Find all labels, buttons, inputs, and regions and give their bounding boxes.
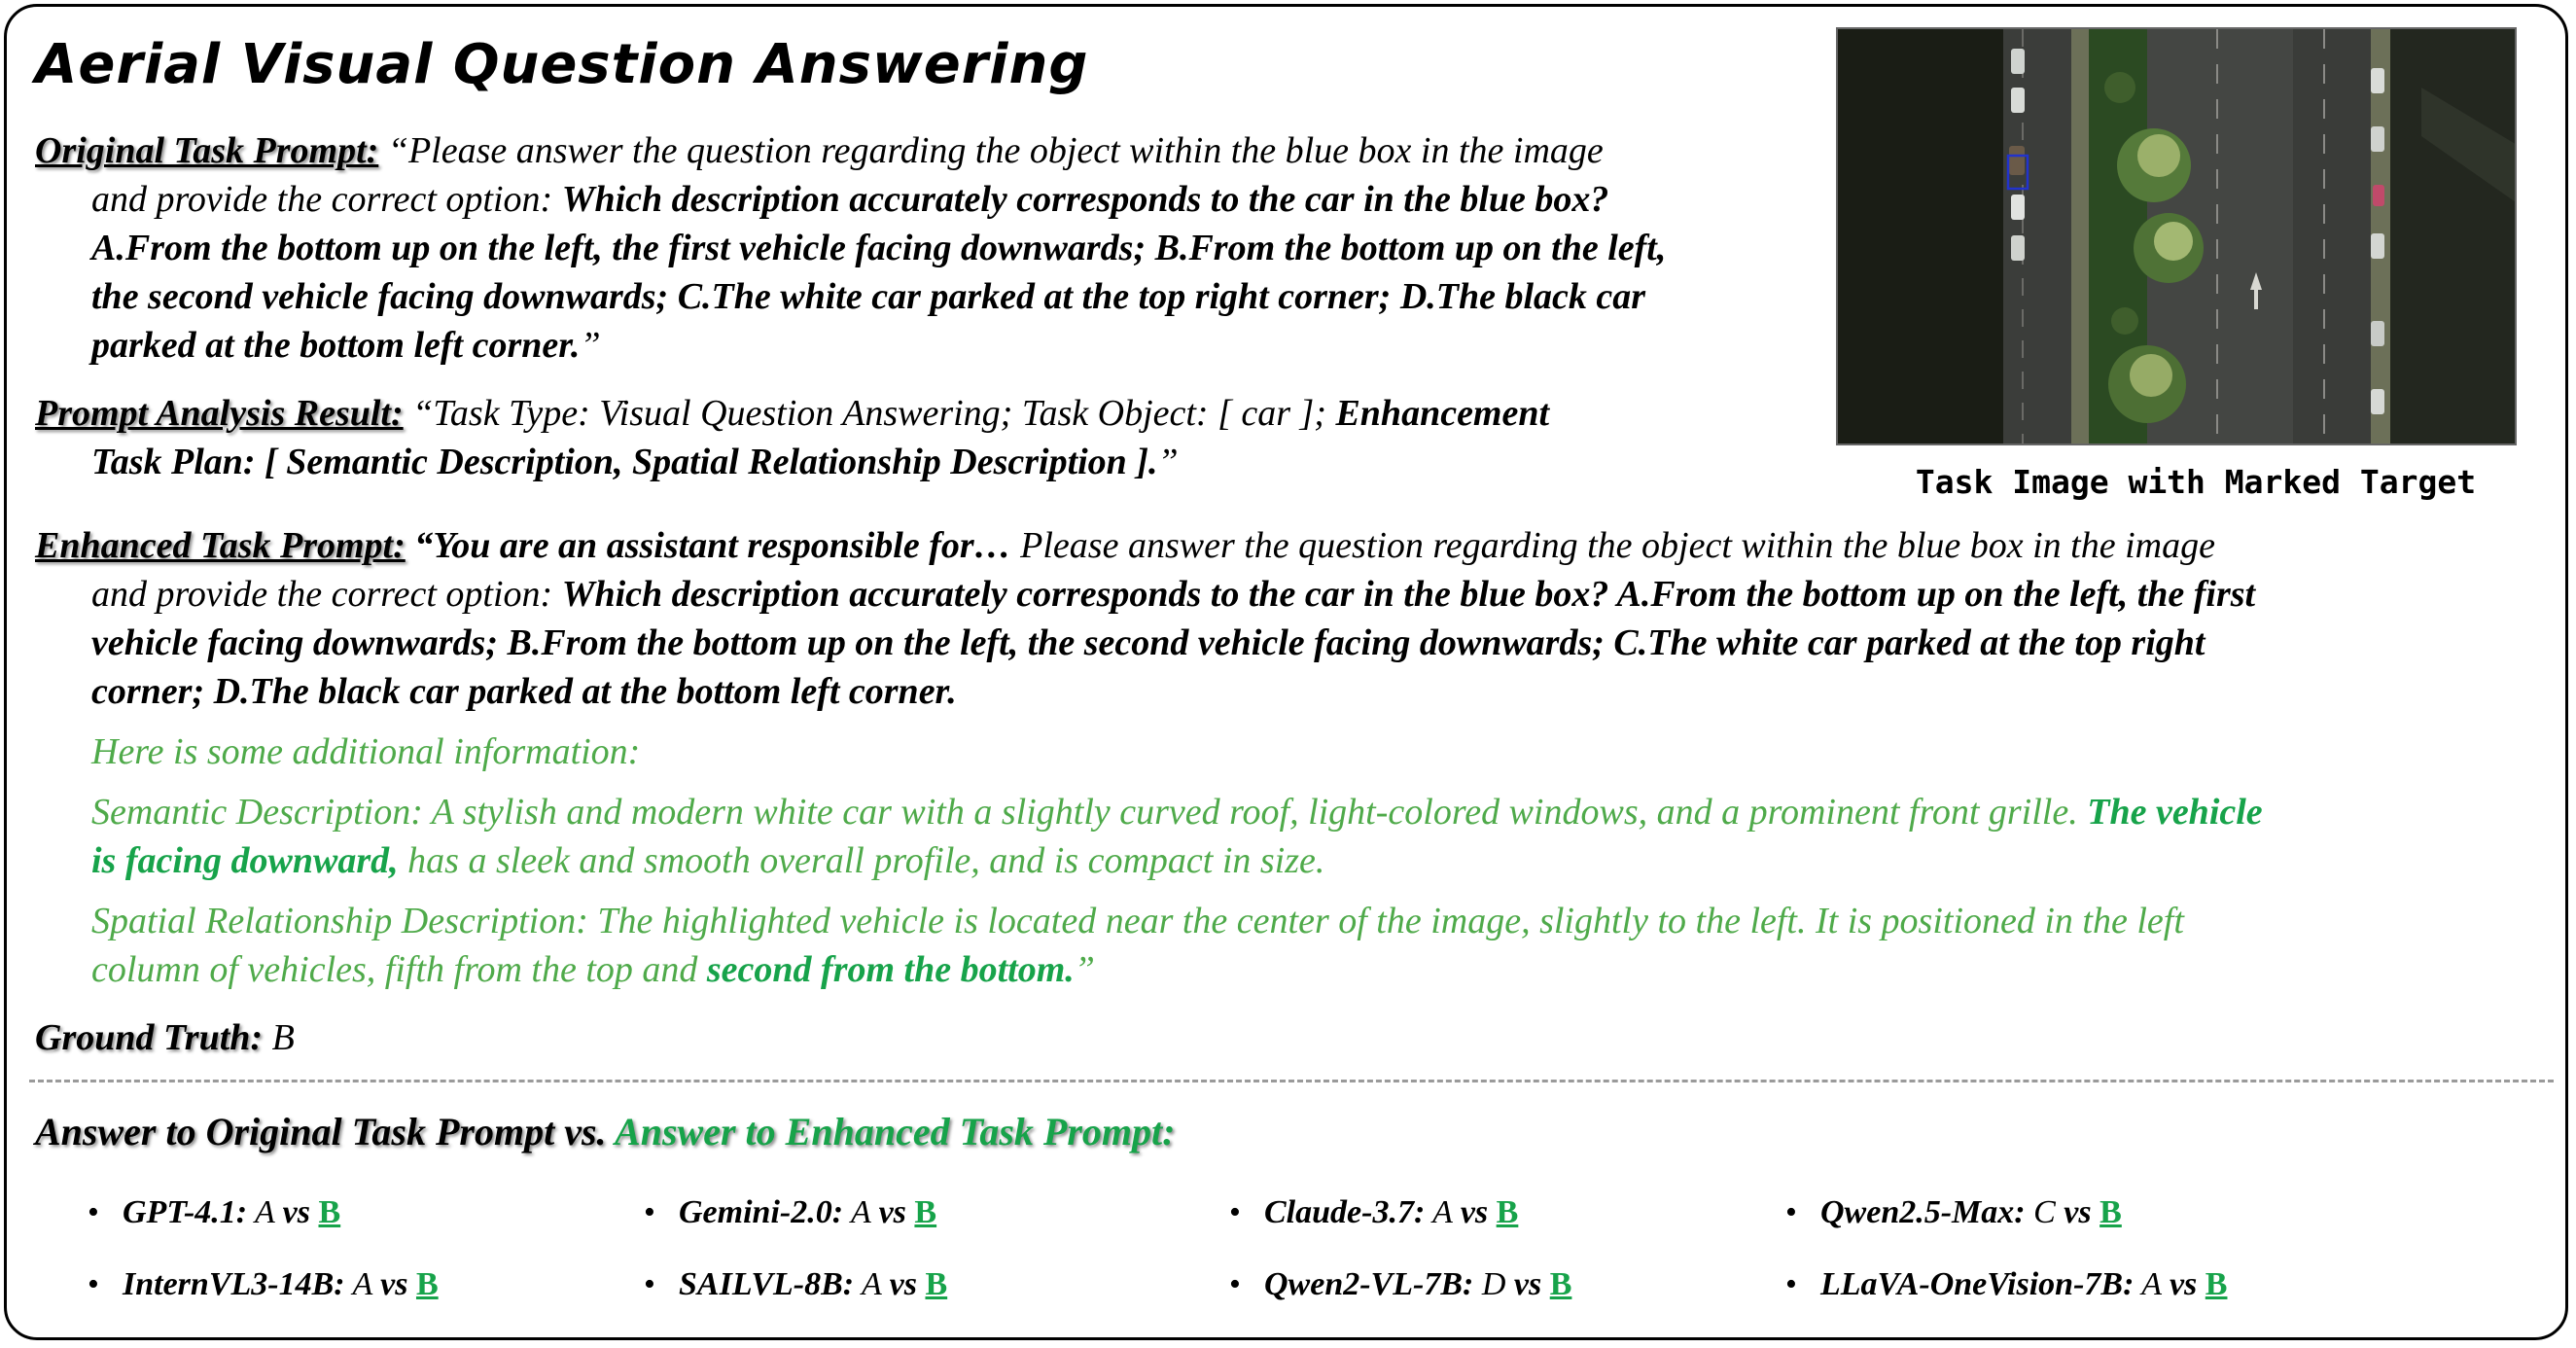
analysis-line-2b: ” <box>1157 442 1179 482</box>
model-result-qwen2vl7b: • Qwen2-VL-7B: D vs B <box>1229 1266 1572 1302</box>
enhanced-line-2b: Which description accurately corresponds to the car in the blue box? A.From the bottom up on the left, the first <box>561 574 2256 615</box>
semantic-line-2a: is facing downward, <box>91 840 399 881</box>
section-divider <box>29 1080 2554 1082</box>
model-name: Gemini-2.0: <box>679 1194 844 1230</box>
original-line-2b: Which description accurately corresponds to the car in the blue box? <box>561 179 1609 220</box>
enhanced-line-4: corner; D.The black car parked at the bottom left corner. <box>91 671 957 712</box>
model-name: InternVL3-14B: <box>123 1266 345 1302</box>
original-line-1: “Please answer the question regarding the object within the blue box in the image <box>387 130 1604 171</box>
spatial-line-1: Spatial Relationship Description: The highlighted vehicle is located near the center of the image, slightly to the left. It is positioned in the left <box>91 901 2184 941</box>
enhanced-answer: B <box>2100 1194 2122 1230</box>
model-name: SAILVL-8B: <box>679 1266 855 1302</box>
enhanced-prompt-label: Enhanced Task Prompt: <box>35 525 406 566</box>
model-name: GPT-4.1: <box>123 1194 248 1230</box>
original-line-5b: ” <box>580 325 601 366</box>
enhanced-line-2a: and provide the correct option: <box>91 574 562 615</box>
original-line-4: the second vehicle facing downwards; C.The white car parked at the top right corner; D.The black car <box>91 276 1646 317</box>
enhanced-line-3: vehicle facing downwards; B.From the bottom up on the left, the second vehicle facing downwards; C.The white car parked at the top right <box>91 622 2205 663</box>
model-result-gpt41: • GPT-4.1: A vs B <box>88 1194 341 1230</box>
model-name: LLaVA-OneVision-7B: <box>1820 1266 2135 1302</box>
analysis-label: Prompt Analysis Result: <box>35 393 404 434</box>
original-prompt-section <box>35 126 1824 370</box>
model-result-llava-onevision: • LLaVA-OneVision-7B: A vs B <box>1785 1266 2228 1302</box>
original-line-3: A.From the bottom up on the left, the first vehicle facing downwards; B.From the bottom up on the left, <box>91 228 1667 268</box>
semantic-line-1b: The vehicle <box>2087 792 2263 833</box>
additional-info-line: Here is some additional information: <box>91 731 641 772</box>
enhanced-answer: B <box>318 1194 341 1230</box>
ground-truth-label: Ground Truth: <box>35 1017 264 1058</box>
answers-heading <box>35 1109 1175 1154</box>
original-answer: A <box>1432 1194 1453 1230</box>
original-answer: A <box>255 1194 275 1230</box>
model-name: Qwen2-VL-7B: <box>1264 1266 1474 1302</box>
spatial-line-2a: column of vehicles, fifth from the top and <box>91 949 707 990</box>
page-title: Aerial Visual Question Answering <box>35 33 1089 96</box>
enhanced-answer: B <box>1496 1194 1519 1230</box>
semantic-line-2b: has a sleek and smooth overall profile, and is compact in size. <box>398 840 1325 881</box>
analysis-line-2a: Task Plan: [ Semantic Description, Spatial Relationship Description ]. <box>91 442 1158 482</box>
enhanced-line-1b: Please answer the question regarding the object within the blue box in the image <box>1020 525 2215 566</box>
original-answer: A <box>2141 1266 2162 1302</box>
original-answer: C <box>2033 1194 2056 1230</box>
original-answer: A <box>861 1266 882 1302</box>
original-answer: A <box>850 1194 871 1230</box>
ground-truth-value: B <box>271 1017 295 1058</box>
spatial-line-2c: ” <box>1074 949 1095 990</box>
model-result-sailvl8b: • SAILVL-8B: A vs B <box>644 1266 948 1302</box>
image-caption: Task Image with Marked Target <box>1915 463 2477 501</box>
enhanced-line-1a: “You are an assistant responsible for… <box>414 525 1021 566</box>
model-result-claude37: • Claude-3.7: A vs B <box>1229 1194 1519 1230</box>
enhanced-answer: B <box>2205 1266 2228 1302</box>
analysis-line-1a: “Task Type: Visual Question Answering; Task Object: [ car ]; <box>412 393 1336 434</box>
answers-heading-enhanced: Answer to Enhanced Task Prompt: <box>615 1110 1176 1153</box>
enhanced-answer: B <box>415 1266 439 1302</box>
spatial-line-2b: second from the bottom. <box>706 949 1075 990</box>
original-answer: A <box>352 1266 372 1302</box>
model-result-qwen25max: • Qwen2.5-Max: C vs B <box>1785 1194 2122 1230</box>
aerial-task-image <box>1836 27 2517 445</box>
semantic-line-1a: Semantic Description: A stylish and modern white car with a slightly curved roof, light-colored windows, and a prominent front grille. <box>91 792 2088 833</box>
analysis-line-1b: Enhancement <box>1335 393 1550 434</box>
enhanced-answer: B <box>925 1266 948 1302</box>
aerial-road-illustration <box>1838 29 2517 445</box>
enhanced-answer: B <box>1549 1266 1572 1302</box>
enhanced-prompt-section <box>35 521 2554 994</box>
answers-heading-original: Answer to Original Task Prompt vs. <box>35 1110 616 1153</box>
original-line-5a: parked at the bottom left corner. <box>91 325 581 366</box>
ground-truth-section <box>35 1013 295 1062</box>
model-result-gemini20: • Gemini-2.0: A vs B <box>644 1194 937 1230</box>
analysis-section <box>35 389 1824 486</box>
model-name: Qwen2.5-Max: <box>1820 1194 2026 1230</box>
original-line-2a: and provide the correct option: <box>91 179 562 220</box>
enhanced-answer: B <box>914 1194 937 1230</box>
model-result-internvl3: • InternVL3-14B: A vs B <box>88 1266 439 1302</box>
original-prompt-label: Original Task Prompt: <box>35 130 379 171</box>
original-answer: D <box>1481 1266 1506 1302</box>
model-name: Claude-3.7: <box>1264 1194 1426 1230</box>
